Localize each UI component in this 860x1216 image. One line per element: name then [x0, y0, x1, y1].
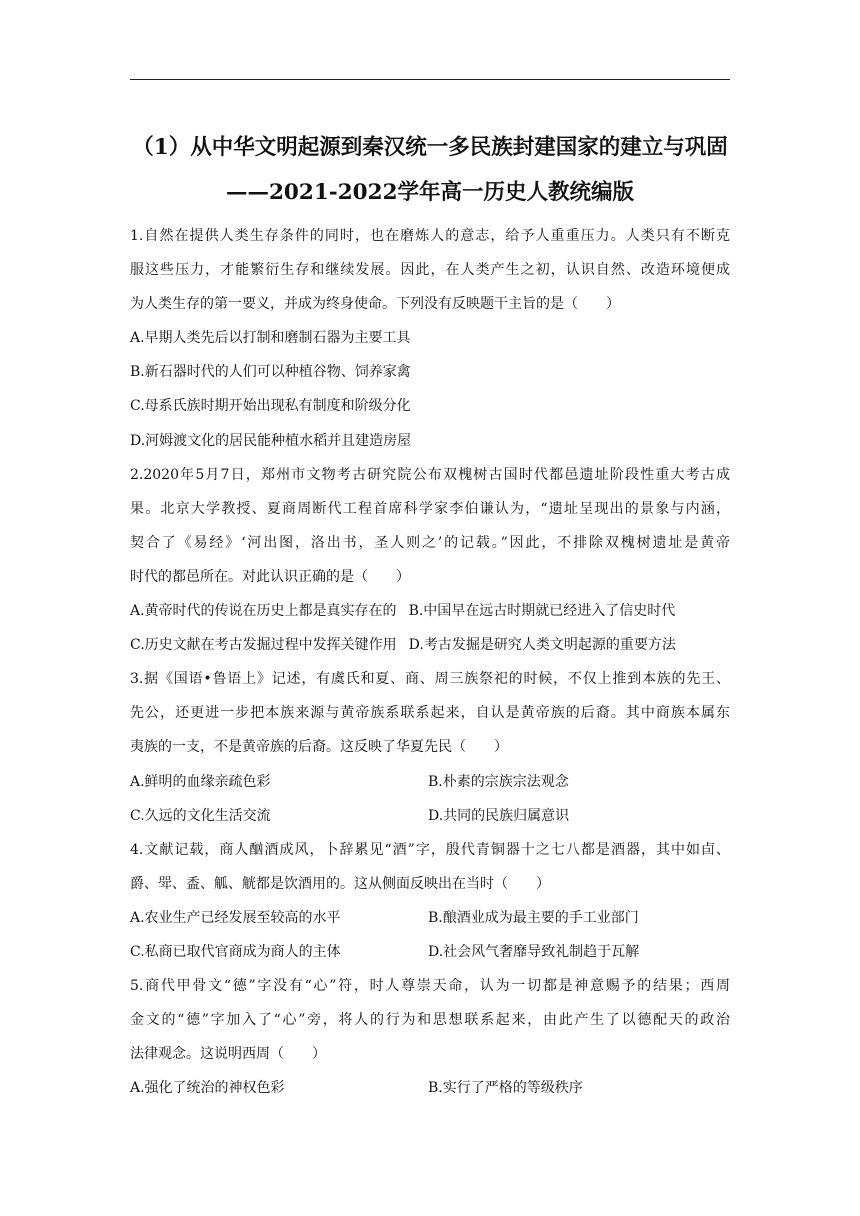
option-row	[130, 935, 730, 969]
option-b: B.中国早在远古时期就已经进入了信史时代	[408, 603, 676, 620]
question-stem-line: 爵、斝、盉、觚、觥都是饮酒用的。这从侧面反映出在当时（ ）	[130, 875, 550, 892]
option-d: D.社会风气奢靡导致礼制趋于瓦解	[428, 943, 640, 960]
question-stem-line: 服这些压力，才能繁衍生存和继续发展。因此，在人类产生之初，认识自然、改造环境便成	[130, 262, 730, 279]
question-list	[130, 219, 730, 1105]
header-rule	[130, 79, 730, 80]
option-c: C.私商已取代官商成为商人的主体	[130, 943, 341, 960]
question-stem-line: 5.商代甲骨文“德”字没有“心”符，时人尊崇天命，认为一切都是神意赐予的结果；西周	[130, 978, 730, 995]
document-title-line-1: （1）从中华文明起源到秦汉统一多民族封建国家的建立与巩固	[132, 135, 728, 160]
option-a: A.早期人类先后以打制和磨制石器为主要工具	[130, 330, 411, 347]
option-b: B.新石器时代的人们可以种植谷物、饲养家禽	[130, 364, 411, 381]
option-c: C.久远的文化生活交流	[130, 807, 271, 824]
question-stem-line: 2.2020年5月7日，郑州市文物考古研究院公布双槐树古国时代都邑遗址阶段性重大考古成	[130, 466, 730, 483]
question-stem-line: 为人类生存的第一要义，并成为终身使命。下列没有反映题干主旨的是（ ）	[130, 296, 620, 313]
option-row	[130, 901, 730, 935]
option-a: A.黄帝时代的传说在历史上都是真实存在的	[130, 603, 397, 620]
question-stem-line: 法律观念。这说明西周（ ）	[130, 1046, 326, 1063]
question-stem-line: 契合了《易经》‘河出图，洛出书，圣人则之’的记载。”因此，不排除双槐树遗址是黄帝	[130, 534, 730, 551]
option-b: B.酿酒业成为最主要的手工业部门	[428, 909, 639, 926]
question-stem-line: 3.据《国语•鲁语上》记述，有虞氏和夏、商、周三族祭祀的时候，不仅上推到本族的先王、	[130, 671, 730, 688]
option-row	[130, 628, 730, 662]
question-4	[130, 833, 730, 969]
option-a: A.农业生产已经发展至较高的水平	[130, 909, 341, 926]
option-row	[130, 765, 730, 799]
question-3	[130, 662, 730, 832]
question-stem-line: 先公，还更进一步把本族来源与黄帝族系联系起来，自认是黄帝族的后裔。其中商族本属东	[130, 705, 730, 722]
option-b: B.实行了严格的等级秩序	[428, 1080, 583, 1097]
option-c: C.历史文献在考古发掘过程中发挥关键作用	[130, 637, 397, 654]
question-stem-line: 夷族的一支，不是黄帝族的后裔。这反映了华夏先民（ ）	[130, 739, 508, 756]
document-title-line-2: ——2021-2022学年高一历史人教统编版	[225, 180, 635, 205]
question-2	[130, 458, 730, 663]
option-a: A.鲜明的血缘亲疏色彩	[130, 773, 271, 790]
question-5	[130, 969, 730, 1105]
option-c: C.母系氏族时期开始出现私有制度和阶级分化	[130, 398, 411, 415]
option-a: A.强化了统治的神权色彩	[130, 1080, 285, 1097]
question-stem-line: 金文的“德”字加入了“心”旁，将人的行为和思想联系起来，由此产生了以德配天的政治	[130, 1012, 730, 1029]
option-d: D.考古发掘是研究人类文明起源的重要方法	[408, 637, 676, 654]
question-stem-line: 时代的都邑所在。对此认识正确的是（ ）	[130, 568, 410, 585]
question-stem-line: 4.文献记载，商人酗酒成风，卜辞累见“酒”字，殷代青铜器十之七八都是酒器，其中如卣、	[130, 841, 730, 858]
question-stem-line: 1.自然在提供人类生存条件的同时，也在磨炼人的意志，给予人重重压力。人类只有不断克	[130, 228, 730, 244]
option-row	[130, 1071, 730, 1105]
question-1	[130, 219, 730, 458]
option-d: D.河姆渡文化的居民能种植水稻并且建造房屋	[130, 432, 412, 449]
option-row	[130, 594, 730, 628]
option-b: B.朴素的宗族宗法观念	[428, 773, 569, 790]
question-stem-line: 果。北京大学教授、夏商周断代工程首席科学家李伯谦认为，“遗址呈现出的景象与内涵，	[130, 500, 730, 517]
option-row	[130, 799, 730, 833]
option-d: D.共同的民族归属意识	[428, 807, 570, 824]
